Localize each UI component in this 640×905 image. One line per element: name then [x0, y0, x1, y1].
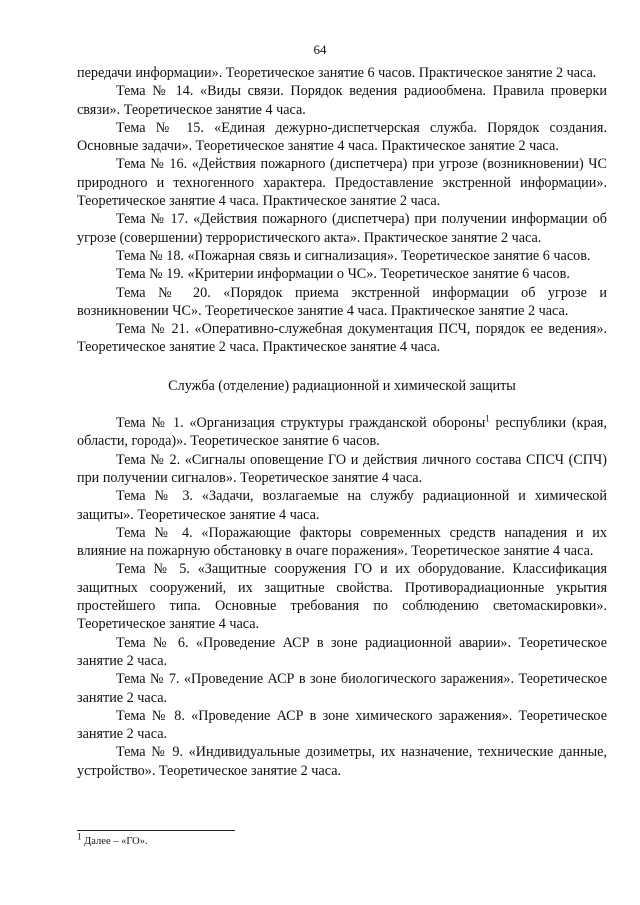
topic-paragraph: Тема № 16. «Действия пожарного (диспетчера) при угрозе (возникновении) ЧС природного и техногенного характера. Предоставление экстренной информации». Теоретическое занятие 4 часа. Практическое занятие 2 часа. — [77, 156, 607, 210]
topic-paragraph: Тема № 8. «Проведение АСР в зоне химического заражения». Теоретическое занятие 2 часа. — [77, 707, 607, 743]
topic-list-communications — [77, 64, 607, 357]
topic-paragraph: передачи информации». Теоретическое занятие 6 часов. Практическое занятие 2 часа. — [77, 65, 597, 81]
topic-paragraph: Тема № 9. «Индивидуальные дозиметры, их назначение, технические данные, устройство». Теоретическое занятие 2 часа. — [77, 744, 607, 779]
topic-paragraph: Тема № 2. «Сигналы оповещение ГО и действия личного состава СПСЧ (СПЧ) при получении сигналов». Теоретическое занятие 4 часа. — [77, 451, 607, 486]
topic-paragraph — [77, 414, 607, 451]
topic-paragraph: Тема № 3. «Задачи, возлагаемые на службу радиационной и химической защиты». Теоретическое занятие 4 часа. — [77, 488, 607, 523]
footnote-mark: 1 — [77, 831, 82, 842]
topic-paragraph: Тема № 18. «Пожарная связь и сигнализация». Теоретическое занятие 6 часов. — [116, 247, 591, 264]
topic-text: Тема № 1. «Организация структуры гражданской обороны — [116, 415, 486, 432]
section-heading: Служба (отделение) радиационной и химической защиты — [168, 377, 516, 394]
topic-paragraph: Тема № 4. «Поражающие факторы современных средств нападения и их влияние на пожарную обстановку в очаге поражения». Теоретическое занятие 4 часа. — [77, 524, 607, 560]
topic-paragraph: Тема № 5. «Защитные сооружения ГО и их оборудование. Классификация защитных сооружений, их защитные свойства. Противорадиационные укрытия простейшего типа. Основные требования по соблюдению светомаскировки». Теоретическое занятие 4 часа. — [77, 561, 607, 633]
topic-text: республики (края, области, города)». Теоретическое занятие 6 часов. — [77, 415, 607, 450]
topic-paragraph: Тема № 6. «Проведение АСР в зоне радиационной аварии». Теоретическое занятие 2 часа. — [77, 634, 607, 669]
footnote-text: Далее – «ГО». — [81, 836, 148, 847]
footnote-divider — [77, 830, 235, 831]
topic-list-radiation-chemical — [77, 451, 607, 780]
footnote — [77, 831, 148, 847]
topic-paragraph: Тема № 20. «Порядок приема экстренной информации об угрозе и возникновении ЧС». Теоретическое занятие 4 часа. Практическое занятие 2 часа. — [77, 284, 607, 319]
topic-paragraph: Тема № 7. «Проведение АСР в зоне биологического заражения». Теоретическое занятие 2 часа. — [77, 671, 607, 706]
topic-paragraph: Тема № 14. «Виды связи. Порядок ведения радиообмена. Правила проверки связи». Теоретическое занятие 4 часа. — [77, 83, 607, 118]
document-body — [77, 64, 607, 780]
footnote-reference: 1 — [485, 413, 490, 424]
topic-paragraph: Тема № 19. «Критерии информации о ЧС». Теоретическое занятие 6 часов. — [116, 266, 570, 283]
topic-paragraph: Тема № 15. «Единая дежурно-диспетчерская служба. Порядок создания. Основные задачи». Теоретическое занятие 4 часа. Практическое занятие 2 часа. — [77, 119, 607, 155]
topic-paragraph: Тема № 17. «Действия пожарного (диспетчера) при получении информации об угрозе (совершении) террористического акта». Практическое занятие 2 часа. — [77, 211, 607, 246]
page-number: 64 — [313, 42, 327, 57]
topic-paragraph: Тема № 21. «Оперативно-служебная документация ПСЧ, порядок ее ведения». Теоретическое занятие 2 часа. Практическое занятие 4 часа. — [77, 321, 607, 356]
